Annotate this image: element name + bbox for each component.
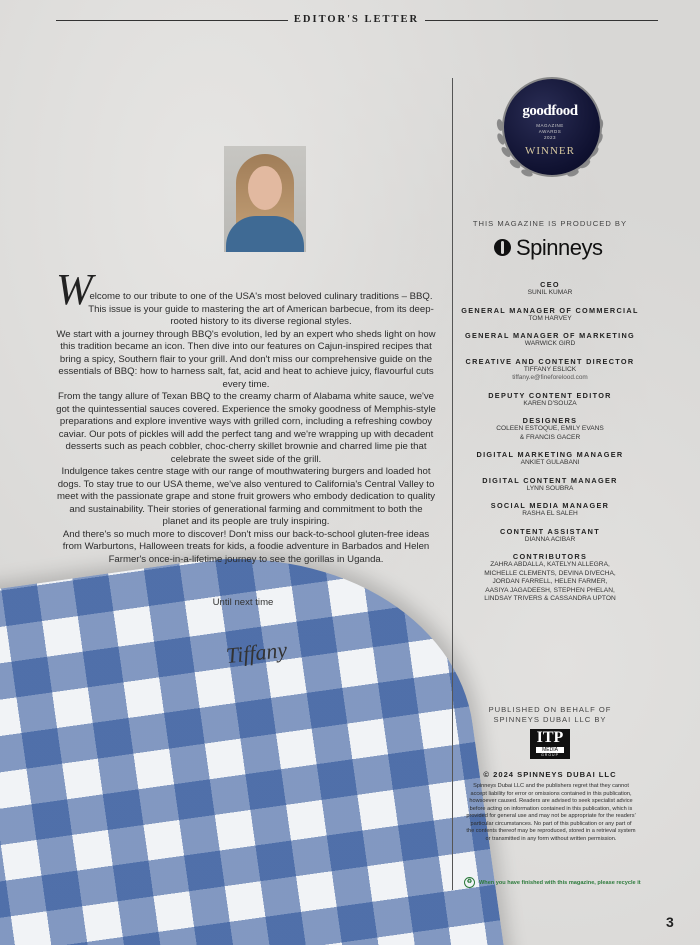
masthead-role: SOCIAL MEDIA MANAGER — [490, 501, 610, 510]
sign-off: Until next time — [212, 597, 274, 608]
award-result: WINNER — [525, 145, 575, 157]
masthead-entry — [460, 527, 640, 545]
masthead-entry — [460, 391, 640, 409]
spinneys-logo-text: Spinneys — [516, 235, 603, 260]
publisher-label: PUBLISHED ON BEHALF OF SPINNEYS DUBAI LLC BY — [488, 705, 612, 724]
masthead-name: TIFFANY ESLICK — [523, 365, 577, 373]
gingham-tablecloth-image — [0, 526, 510, 945]
masthead-name: DIANNA ACIBAR — [524, 535, 576, 543]
masthead — [460, 280, 640, 612]
masthead-entry — [460, 306, 640, 324]
masthead-name: ZAHRA ABDALLA, KATELYN ALLEGRA, — [490, 561, 610, 568]
masthead-role: CONTRIBUTORS — [512, 552, 588, 561]
masthead-entry — [460, 331, 640, 349]
masthead-role: DEPUTY CONTENT EDITOR — [488, 390, 612, 400]
masthead-role: GENERAL MANAGER OF MARKETING — [464, 331, 636, 340]
masthead-name: RASHA EL SALEH — [522, 510, 578, 517]
masthead-name: SUNIL KUMAR — [527, 289, 573, 296]
editor-portrait — [224, 146, 306, 252]
masthead-role: DESIGNERS — [522, 416, 578, 425]
header-rule-left — [56, 20, 288, 21]
masthead-email: tiffany.e@fineforelood.com — [512, 374, 588, 381]
copyright: © 2024 SPINNEYS DUBAI LLC — [483, 770, 617, 779]
editor-signature: Tiffany — [224, 636, 289, 669]
recycle-notice: ♻ When you have finished with this magazine, please recycle it — [464, 877, 644, 888]
letter-paragraph: We start with a journey through BBQ's evolution, led by an expert who sheds light on how this tradition became an icon. Then dive into our features on Cajun-inspired recipes that bring a spicy, Southern flair to your grill. And don't miss our comprehensive guide on the essentials of BBQ: how to harness salt, fat, acid and heat to achieve juicy, flavourful cuts every time. — [56, 328, 436, 390]
recycle-icon: ♻ — [464, 877, 475, 888]
award-brand: goodfood — [522, 103, 578, 119]
masthead-name: WARWICK GIRD — [524, 340, 576, 347]
masthead-role: CONTENT ASSISTANT — [500, 526, 600, 536]
award-subtitle: MAGAZINE AWARDS 2023 — [536, 123, 564, 140]
letter-paragraph: From the tangy allure of Texan BBQ to the creamy charm of Alabama white sauce, we've got the quintessential sauces covered. Experience the smoky goodness of Memphis-style preparations and explore inventive ways with grilled corn, including a refreshing cowboy caviar. Our pots of pickles will add the perfect tang and we're wrapping up with decadent desserts such as peach cobbler, choc-cherry skillet brownie and charred lime pie that celebrate the sweet side of the grill. — [56, 391, 436, 465]
editor-letter-body — [56, 291, 436, 566]
section-title: EDITOR'S LETTER — [293, 14, 420, 25]
letter-paragraph: And there's so much more to discover! Don't miss our back-to-school gluten-free ideas from Warburtons, Halloween treats for kids, a foodie adventure in Barbados and Helen Farmer's once-in-a-lifetime journey to see the gorillas in Uganda. — [62, 528, 430, 565]
letter-paragraph: elcome to our tribute to one of the USA's most beloved culinary traditions – BBQ. This issue is your guide to mastering the art of American barbecue, from its deep-rooted history to its diverse regional styles. — [88, 291, 434, 327]
masthead-name: ANKIET GULABANI — [520, 459, 580, 466]
masthead-role: CEO — [540, 280, 560, 289]
itp-media-group-logo: ITP MEDIA GROUP — [530, 729, 570, 759]
masthead-entry — [460, 416, 640, 442]
masthead-entry — [460, 280, 640, 298]
masthead-role: DIGITAL CONTENT MANAGER — [482, 475, 618, 485]
masthead-name: COLEEN ESTOQUE, EMILY EVANS — [496, 425, 604, 432]
masthead-entry — [460, 552, 640, 604]
spinneys-logo — [490, 234, 610, 262]
masthead-name: LYNN SOUBRA — [526, 484, 574, 492]
award-badge — [490, 75, 610, 195]
masthead-name: & FRANCIS GACER — [519, 433, 581, 441]
masthead-name: KAREN D'SOUZA — [523, 399, 577, 407]
masthead-entry — [460, 501, 640, 519]
page-number: 3 — [666, 914, 674, 930]
legal-disclaimer: Spinneys Dubai LLC and the publishers regret that they cannot accept liability for error or omissions contained in this publication, howsoever caused. Readers are advised to seek specialist advice before acting on information contained in this publication, which is provided for general use and may not be appropriate for the readers' particular circumstances. No part of this publication or any part of the contents thereof may be reproduced, stored in a retrieval system or transmitted in any form without written permission. — [466, 783, 636, 842]
masthead-entry — [460, 450, 640, 468]
masthead-role: GENERAL MANAGER OF COMMERCIAL — [461, 305, 639, 315]
masthead-entry — [460, 476, 640, 494]
masthead-name: JORDAN FARRELL, HELEN FARMER, — [492, 578, 608, 585]
spinneys-logo-icon — [494, 239, 511, 256]
masthead-entry — [460, 357, 640, 383]
masthead-name: MICHELLE CLEMENTS, DEVINA DIVECHA, — [484, 569, 616, 577]
column-divider — [452, 78, 453, 890]
masthead-name: AASIYA JAGADEESH, STEPHEN PHELAN, — [485, 586, 615, 594]
letter-paragraph: Indulgence takes centre stage with our range of mouthwatering burgers and loaded hot dogs. To stay true to our USA theme, we've also ventured to California's Central Valley to meet with the passionate grape and stone fruit growers who embody dedication to quality and sustainability. Their stories of generational farming and commitment to both the planet and its people are truly inspiring. — [56, 466, 436, 527]
masthead-role: CREATIVE AND CONTENT DIRECTOR — [465, 356, 635, 366]
masthead-name: LINDSAY TRIVERS & CASSANDRA UPTON — [484, 595, 616, 602]
masthead-role: DIGITAL MARKETING MANAGER — [476, 450, 624, 459]
produced-by-label: THIS MAGAZINE IS PRODUCED BY — [472, 219, 628, 228]
drop-cap: W — [56, 265, 93, 314]
masthead-name: TOM HARVEY — [528, 314, 572, 322]
header-rule-right — [425, 20, 658, 21]
